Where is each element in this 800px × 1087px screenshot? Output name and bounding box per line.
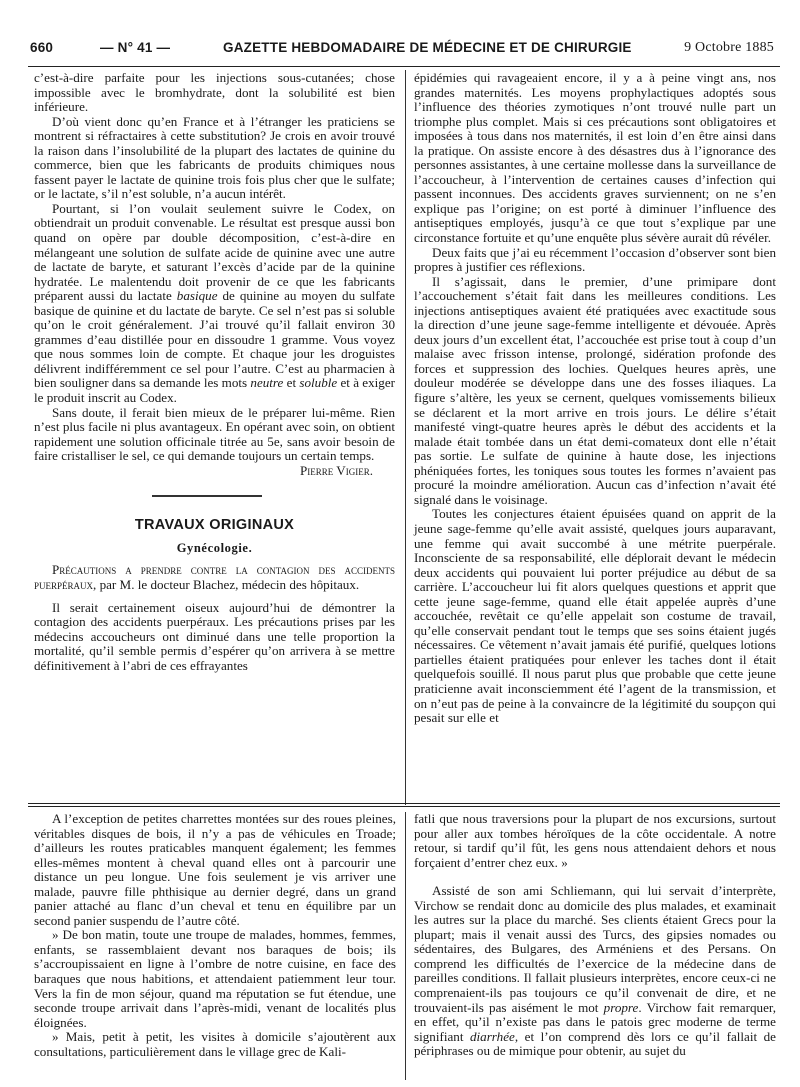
- article-title: Précautions a prendre contre la contagion des accidents puerpéraux: [34, 562, 395, 592]
- italic-term: propre: [603, 999, 639, 1015]
- section-title: TRAVAUX ORIGINAUX: [134, 517, 295, 534]
- italic-term: diarrhée: [469, 1028, 515, 1044]
- paragraph: Il serait certainement oiseux aujourd’hui de démontrer la contagion des accidents puerpéraux. Les précautions prises par les médecins accoucheurs ont diminué dans une telle proportion la mortalité, qu’il semble permis d’espérer qu’on arrivera à se mettre définitivement à l’abri de ces effrayantes: [34, 599, 395, 673]
- text-run: Assisté de son ami Schliemann, qui lui servait d’interprète, Virchow se rendait donc au domicile des plus malades, et examinait les autres sur la place du marché. Ses clients étaient Grecs pour la plupart; mais il venait aussi des Turcs, des gipsies nomades ou sédentaires, des Bulgares, des Arméniens et des Persans. On comprend les difficultés de l’exercice de la médecine dans de pareilles conditions. Il fallait plusieurs interprètes, encore ceux-ci ne comprenaient-ils pas toujours ce qu’il convenait de dire, et ne trouvaient-ils pas aisément le mot: [414, 883, 776, 1015]
- text-run: et: [283, 375, 300, 391]
- column-divider-top: [405, 70, 406, 805]
- article-heading: [34, 563, 395, 592]
- italic-term: soluble: [299, 375, 338, 391]
- author-signature: [34, 464, 395, 479]
- paragraph: A l’exception de petites charrettes montées sur des roues pleines, véritables disques de bois, il n’y a pas de véhicules en Troade; d’ailleurs les routes praticables manquent également; les femmes elles-mêmes montent à cheval quand elles ont à parcourir une distance un peu longue. Une fois seulement je vis arriver une malade, pauvre fille phthisique au dernier degré, dans un grand panier attaché au flanc d’un cheval et tenu en équilibre par un second panier suspendu de l’autre côté.: [34, 811, 396, 928]
- section-rule-thin: [28, 806, 780, 807]
- paragraph: » De bon matin, toute une troupe de malades, hommes, femmes, enfants, se rassemblaient devant nos baraques de bois; ils s’accroupissaient en ligne à l’ombre de notre cuisine, en face des baraques que nous habitions, et attendaient patiemment leur tour. Vers la fin de mon séjour, quand ma réputation se fut étendue, une seconde troupe arrivait dans l’après-midi, venant de localités plus éloignées.: [34, 927, 396, 1030]
- text-run: . Virchow fait remarquer, en effet, qu’il n’existe pas dans le patois grec moderne de terme signifiant: [414, 999, 776, 1044]
- column-divider-bottom: [405, 812, 406, 1080]
- paragraph: Deux faits que j’ai eu récemment l’occasion d’observer sont bien propres à justifier ces réflexions.: [414, 244, 776, 275]
- header-rule: [28, 66, 780, 67]
- issue-number: — N° 41 —: [100, 40, 171, 55]
- article-byline: , par M. le docteur Blachez, médecin des hôpitaux.: [93, 576, 360, 592]
- page-header: [28, 38, 780, 64]
- text-run: et à exiger le produit inscrit au Codex.: [34, 375, 396, 406]
- section-separator: [34, 478, 395, 512]
- paragraph: Toutes les conjectures étaient épuisées quand on apprit de la jeune sage-femme qu’elle avait assisté, quelques jours auparavant, une femme qui avait succombé à une métrite puerpérale. Inconsciente de sa responsabilité, elle déplorait devant le médecin deux accidents qui pouvaient lui porter préjudice au début de sa carrière. L’accoucheur lui fit alors quelques questions et apprit que cette jeune sage-femme, quand elle était appelée auprès d’une accouchée, revêtait ce qu’elle appelait son costume de travail, qu’elle conservait pendant tout le temps que ses soins étaient jugés nécessaires. Ce vêtement n’avait jamais été purifié, quelques lotions partielles étaient pratiquées pour enlever les taches dont il était quelquefois souillé. Il nous parut plus que probable que cette jeune praticienne avait inconsciemment été l’agent de la transmission, et on n’eut pas de peine à la convaincre de la légitimité du soupçon qui pesait sur elle et: [414, 506, 776, 726]
- paragraph: » Mais, petit à petit, les visites à domicile s’ajoutèrent aux consultations, particulièrement dans le village grec de Kali-: [34, 1029, 396, 1059]
- section-rule: [28, 803, 780, 804]
- issue-date: 9 Octobre 1885: [684, 40, 774, 55]
- section-subtitle: Gynécologie.: [176, 540, 253, 555]
- column-4: [414, 812, 776, 1059]
- text-run: Pourtant, si l’on voulait seulement suivre le Codex, on obtiendrait un produit convenable. Le résultat est presque aussi bon quand on opère par double décomposition, c’est-à-dire en mélangeant une solution de sulfate acide de quinine avec une autre de lactate de baryte, et saturant l’excès d’acide par de la quinine hydratée. Le malentendu doit provenir de ce que les fabricants préparent aussi du lactate: [34, 200, 395, 304]
- column-1: [34, 71, 395, 673]
- paragraph: [34, 202, 395, 406]
- journal-title: GAZETTE HEBDOMADAIRE DE MÉDECINE ET DE CHIRURGIE: [223, 40, 632, 55]
- paragraph: Il s’agissait, dans le premier, d’une primipare dont l’accouchement s’était fait dans les meilleures conditions. Les injections antiseptiques avaient été pratiquées avec exactitude sous la direction d’une jeune sage-femme intelligente et dévouée. Après deux jours d’un excellent état, l’accouchée est prise tout à coup d’un malaise avec frisson intense, prolongé, sidération profonde des forces et suppression des lochies. Quelques heures après, une douleur modérée se développe dans une des fosses iliaques. La figure s’altère, les yeux se cernent, quelques vomissements bilieux se déclarent et la mort arrive en trois jours. Le délire s’était manifesté vingt-quatre heures après le début des accidents et la malade était tombée dans un état demi-comateux dont elle n’était pas sortie. Le sulfate de quinine à haute dose, les injections phéniquées fortes, les toniques sous toutes les formes n’avaient pas procuré la moindre amélioration. Aucun cas d’infection n’avait été signalé dans le voisinage.: [414, 273, 776, 507]
- text-run: , et l’on comprend dès lors ce qu’il fallait de périphrases ou de mimique pour obtenir, au sujet du: [414, 1028, 776, 1059]
- page-number: 660: [30, 40, 54, 55]
- signature-text: Pierre Vigier.: [299, 462, 373, 478]
- paragraph: [414, 884, 776, 1059]
- text-run: de quinine au moyen du sulfate basique de quinine et du lactate de baryte. Ce sel n’est pas si soluble qu’on le croit généralement. J’ai trouvé qu’il fallait environ 30 grammes d’eau distillée pour en dissoudre 1 gramme. Vous voyez que nous sommes loin de compte. Et chaque jour les droguistes délivrent indifféremment ce sel pour l’autre. C’est au pharmacien à bien souligner dans sa demande les mots: [34, 288, 395, 391]
- paragraph: fatli que nous traversions pour la plupart de nos excursions, surtout pour aller aux tombes héroïques de la côte occidentale. A notre retour, si tardif qu’il fût, les gens nous attendaient dehors et nous forçaient d’entrer chez eux. »: [414, 811, 776, 870]
- paragraph: Sans doute, il ferait bien mieux de le préparer lui-même. Rien n’est plus facile ni plus avantageux. En opérant avec soin, on obtient rapidement une solution officinale titrée au 5e, sans avoir besoin de faire cristalliser le sel, ce qui demande toujours un certain temps.: [34, 404, 395, 464]
- column-3: [34, 812, 396, 1059]
- column-2: [414, 71, 776, 726]
- paragraph: D’où vient donc qu’en France et à l’étranger les praticiens se montrent si réfractaires à cette substitution? Je crois en avoir trouvé la raison dans l’insolubilité de la plupart des lactates de quinine du commerce, bien que les fabricants de produits chimiques nous fassent payer le lactate de quinine trois fois plus cher que le sulfate; or le lactate, s’il n’est soluble, n’a aucun intérêt.: [34, 113, 395, 202]
- italic-term: neutre: [250, 375, 284, 391]
- paragraph: épidémies qui ravageaient encore, il y a à peine vingt ans, nos grandes maternités. Les moyens prophylactiques adoptés sous l’influence des théories zymotiques n’ont trouvé nulle part un triomphe plus complet. Mais si ces précautions sont obligatoires et imposées à tous dans nos maternités, il est loin d’en être ainsi dans la pratique. On assiste encore à des désastres dus à l’ignorance des personnes assistantes, à une certaine mollesse dans la surveillance de l’accoucheur, à l’intervention de certaines causes d’infection qui passent inconnues. Des accidents graves surviennent; on ne s’en explique pas l’origine; on est porté à diminuer l’influence des antiseptiques employés, jusqu’à ce que tout s’explique par une circonstance fortuite et qu’une enquête plus sévère aurait dû révéler.: [414, 70, 776, 246]
- paragraph: c’est-à-dire parfaite pour les injections sous-cutanées; chose impossible avec le bromhydrate, dont la solubilité est bien inférieure.: [34, 70, 395, 115]
- italic-term: basique: [176, 288, 218, 304]
